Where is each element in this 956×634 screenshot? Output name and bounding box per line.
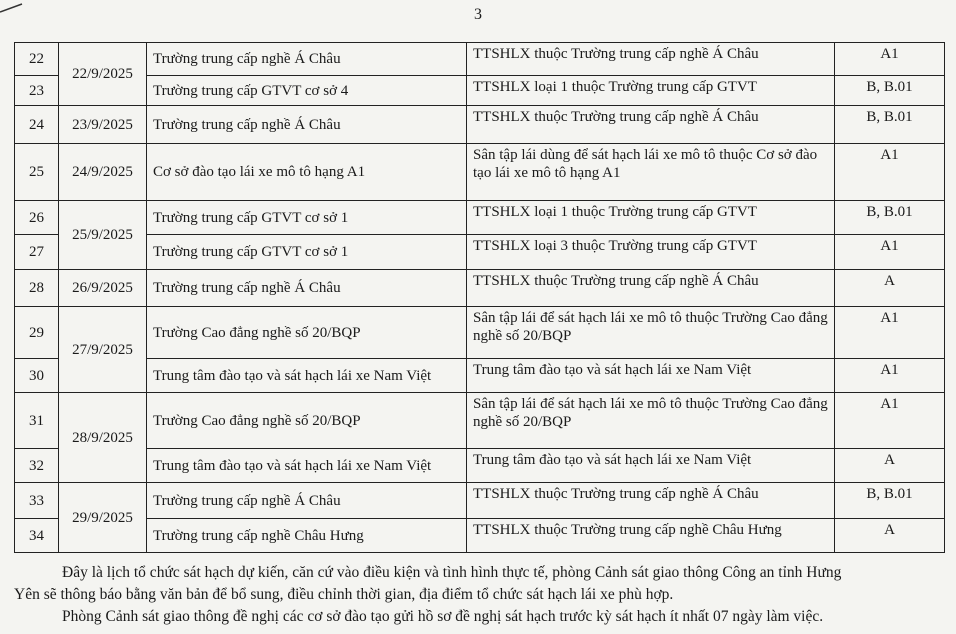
note-line-2: Yên sẽ thông báo bằng văn bản để bổ sung, điều chỉnh thời gian, địa điểm tổ chức sát hạch lái xe phù hợp.	[14, 586, 674, 603]
license-class-cell: A1	[835, 359, 945, 393]
page-number: 3	[474, 6, 482, 23]
training-unit-cell: Trường trung cấp nghề Châu Hưng	[147, 519, 467, 553]
training-unit-cell: Trường trung cấp GTVT cơ sở 1	[147, 235, 467, 270]
license-class-cell: A	[835, 270, 945, 307]
license-class-cell: A1	[835, 144, 945, 201]
date-cell: 26/9/2025	[59, 270, 147, 307]
table-row	[15, 76, 945, 106]
table-row	[15, 307, 945, 359]
exam-venue-cell: Sân tập lái dùng để sát hạch lái xe mô tô thuộc Cơ sở đào tạo lái xe mô tô hạng A1	[467, 144, 835, 201]
row-number-cell: 31	[15, 393, 59, 449]
date-cell: 22/9/2025	[59, 43, 147, 106]
exam-venue-cell: TTSHLX loại 3 thuộc Trường trung cấp GTVT	[467, 235, 835, 270]
row-number-cell: 30	[15, 359, 59, 393]
license-class-cell: A1	[835, 393, 945, 449]
row-number-cell: 28	[15, 270, 59, 307]
table-row	[15, 106, 945, 144]
exam-venue-cell: TTSHLX loại 1 thuộc Trường trung cấp GTVT	[467, 201, 835, 235]
table-row	[15, 393, 945, 449]
training-unit-cell: Trung tâm đào tạo và sát hạch lái xe Nam Việt	[147, 449, 467, 483]
date-cell: 25/9/2025	[59, 201, 147, 270]
license-class-cell: B, B.01	[835, 483, 945, 519]
table-row	[15, 449, 945, 483]
training-unit-cell: Trường trung cấp nghề Á Châu	[147, 270, 467, 307]
table-row	[15, 144, 945, 201]
license-class-cell: A1	[835, 235, 945, 270]
table-row	[15, 359, 945, 393]
table-row	[15, 201, 945, 235]
row-number-cell: 26	[15, 201, 59, 235]
row-number-cell: 29	[15, 307, 59, 359]
training-unit-cell: Trường trung cấp GTVT cơ sở 1	[147, 201, 467, 235]
exam-venue-cell: Sân tập lái để sát hạch lái xe mô tô thuộc Trường Cao đẳng nghề số 20/BQP	[467, 393, 835, 449]
training-unit-cell: Cơ sở đào tạo lái xe mô tô hạng A1	[147, 144, 467, 201]
date-cell: 24/9/2025	[59, 144, 147, 201]
training-unit-cell: Trường trung cấp nghề Á Châu	[147, 106, 467, 144]
exam-venue-cell: TTSHLX thuộc Trường trung cấp nghề Á Châu	[467, 270, 835, 307]
note-line-3: Phòng Cảnh sát giao thông đề nghị các cơ sở đào tạo gửi hồ sơ đề nghị sát hạch trước kỳ sát hạch ít nhất 07 ngày làm việc.	[62, 608, 824, 625]
exam-venue-cell: TTSHLX thuộc Trường trung cấp nghề Á Châu	[467, 43, 835, 76]
license-class-cell: A	[835, 449, 945, 483]
schedule-table-body	[15, 43, 945, 553]
date-cell: 27/9/2025	[59, 307, 147, 393]
license-class-cell: A1	[835, 43, 945, 76]
date-cell: 28/9/2025	[59, 393, 147, 483]
schedule-table	[14, 42, 945, 553]
table-row	[15, 483, 945, 519]
row-number-cell: 22	[15, 43, 59, 76]
exam-venue-cell: Trung tâm đào tạo và sát hạch lái xe Nam Việt	[467, 449, 835, 483]
note-line-1: Đây là lịch tổ chức sát hạch dự kiến, căn cứ vào điều kiện và tình hình thực tế, phòng Cảnh sát giao thông Công an tỉnh Hưng	[62, 564, 842, 581]
exam-venue-cell: TTSHLX thuộc Trường trung cấp nghề Á Châu	[467, 106, 835, 144]
table-row	[15, 519, 945, 553]
training-unit-cell: Trường Cao đẳng nghề số 20/BQP	[147, 307, 467, 359]
date-cell: 23/9/2025	[59, 106, 147, 144]
license-class-cell: B, B.01	[835, 201, 945, 235]
training-unit-cell: Trường trung cấp nghề Á Châu	[147, 483, 467, 519]
exam-venue-cell: TTSHLX thuộc Trường trung cấp nghề Châu Hưng	[467, 519, 835, 553]
table-row	[15, 270, 945, 307]
row-number-cell: 23	[15, 76, 59, 106]
training-unit-cell: Trường Cao đẳng nghề số 20/BQP	[147, 393, 467, 449]
date-cell: 29/9/2025	[59, 483, 147, 553]
exam-venue-cell: Sân tập lái để sát hạch lái xe mô tô thuộc Trường Cao đẳng nghề số 20/BQP	[467, 307, 835, 359]
table-row	[15, 235, 945, 270]
training-unit-cell: Trung tâm đào tạo và sát hạch lái xe Nam Việt	[147, 359, 467, 393]
row-number-cell: 32	[15, 449, 59, 483]
row-number-cell: 25	[15, 144, 59, 201]
table-row	[15, 43, 945, 76]
training-unit-cell: Trường trung cấp nghề Á Châu	[147, 43, 467, 76]
row-number-cell: 33	[15, 483, 59, 519]
exam-venue-cell: TTSHLX loại 1 thuộc Trường trung cấp GTVT	[467, 76, 835, 106]
training-unit-cell: Trường trung cấp GTVT cơ sở 4	[147, 76, 467, 106]
row-number-cell: 27	[15, 235, 59, 270]
license-class-cell: B, B.01	[835, 106, 945, 144]
row-number-cell: 24	[15, 106, 59, 144]
license-class-cell: A1	[835, 307, 945, 359]
license-class-cell: B, B.01	[835, 76, 945, 106]
exam-venue-cell: Trung tâm đào tạo và sát hạch lái xe Nam Việt	[467, 359, 835, 393]
exam-venue-cell: TTSHLX thuộc Trường trung cấp nghề Á Châu	[467, 483, 835, 519]
license-class-cell: A	[835, 519, 945, 553]
row-number-cell: 34	[15, 519, 59, 553]
